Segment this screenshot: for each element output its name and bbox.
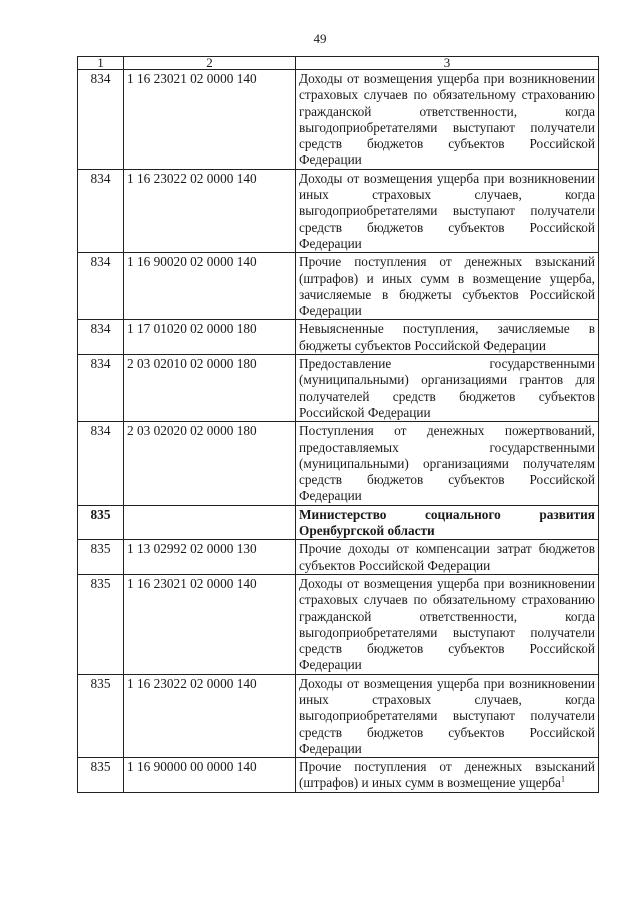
description-text: Прочие поступления от денежных взысканий (штрафов) и иных сумм в возмещение ущерба	[299, 759, 595, 791]
description-cell	[296, 70, 599, 170]
description-text: Доходы от возмещения ущерба при возникновении иных страховых случаев, когда выгодоприобретателями выступают получатели средств бюджетов субъектов Российской Федерации	[299, 675, 595, 756]
description-text: Доходы от возмещения ущерба при возникновении иных страховых случаев, когда выгодоприобретателями выступают получатели средств бюджетов субъектов Российской Федерации	[299, 170, 595, 251]
table-row	[78, 169, 599, 252]
column-header-2: 2	[124, 57, 296, 70]
budget-code-cell: 2 03 02020 02 0000 180	[124, 422, 296, 505]
admin-code-cell: 835	[78, 674, 124, 757]
table-row	[78, 540, 599, 575]
admin-code-cell: 834	[78, 355, 124, 422]
description-text: Доходы от возмещения ущерба при возникновении страховых случаев по обязательному страхованию гражданской ответственности, когда выгодоприобретателями выступают получатели средств бюджетов субъектов Российской Федерации	[299, 575, 595, 673]
description-cell	[296, 320, 599, 355]
table-row	[78, 574, 599, 674]
description-text: Невыясненные поступления, зачисляемые в бюджеты субъектов Российской Федерации	[299, 321, 595, 353]
admin-code-cell: 835	[78, 758, 124, 793]
description-cell	[296, 355, 599, 422]
description-cell	[296, 505, 599, 540]
description-cell	[296, 253, 599, 320]
budget-code-cell: 2 03 02010 02 0000 180	[124, 355, 296, 422]
description-text: Прочие доходы от компенсации затрат бюджетов субъектов Российской Федерации	[299, 541, 595, 573]
table-row	[78, 674, 599, 757]
admin-code-cell: 834	[78, 422, 124, 505]
description-text: Прочие поступления от денежных взысканий (штрафов) и иных сумм в возмещение ущерба, зачисляемые в бюджеты субъектов Российской Федерации	[299, 254, 595, 319]
page-number: 49	[313, 31, 327, 46]
description-cell	[296, 758, 599, 793]
column-header-1: 1	[78, 57, 124, 70]
table-row	[78, 320, 599, 355]
description-cell	[296, 674, 599, 757]
budget-code-cell: 1 16 90000 00 0000 140	[124, 758, 296, 793]
budget-code-cell: 1 16 23021 02 0000 140	[124, 70, 296, 170]
admin-code-cell: 835	[78, 574, 124, 674]
description-cell	[296, 574, 599, 674]
admin-code-cell: 835	[78, 505, 124, 540]
budget-code-cell: 1 16 23022 02 0000 140	[124, 169, 296, 252]
description-cell	[296, 540, 599, 575]
table-row	[78, 758, 599, 793]
description-text: Поступления от денежных пожертвований, предоставляемых государственными (муниципальными) организациями получателям средств бюджетов субъектов Российской Федерации	[299, 423, 595, 504]
budget-code-cell: 1 13 02992 02 0000 130	[124, 540, 296, 575]
budget-code-cell: 1 16 23022 02 0000 140	[124, 674, 296, 757]
admin-code-cell: 834	[78, 253, 124, 320]
budget-code-cell: 1 16 23021 02 0000 140	[124, 574, 296, 674]
footnote-marker: 1	[560, 775, 565, 785]
table-row	[78, 355, 599, 422]
description-cell	[296, 169, 599, 252]
column-header-3: 3	[296, 57, 599, 70]
table-row	[78, 422, 599, 505]
revenue-codes-table	[77, 56, 599, 793]
budget-code-cell: 1 17 01020 02 0000 180	[124, 320, 296, 355]
admin-code-cell: 835	[78, 540, 124, 575]
budget-code-cell	[124, 505, 296, 540]
description-text: Министерство социального развития Оренбургской области	[299, 506, 595, 539]
description-text: Предоставление государственными (муниципальными) организациями грантов для получателей средств бюджетов субъектов Российской Федерации	[299, 356, 595, 420]
ministry-row	[78, 505, 599, 540]
table-header-row	[78, 57, 599, 70]
budget-code-cell: 1 16 90020 02 0000 140	[124, 253, 296, 320]
table-row	[78, 253, 599, 320]
admin-code-cell: 834	[78, 169, 124, 252]
table-row	[78, 70, 599, 170]
admin-code-cell: 834	[78, 70, 124, 170]
description-cell	[296, 422, 599, 505]
admin-code-cell: 834	[78, 320, 124, 355]
description-text: Доходы от возмещения ущерба при возникновении страховых случаев по обязательному страхованию гражданской ответственности, когда выгодоприобретателями выступают получатели средств бюджетов субъектов Российской Федерации	[299, 71, 595, 168]
